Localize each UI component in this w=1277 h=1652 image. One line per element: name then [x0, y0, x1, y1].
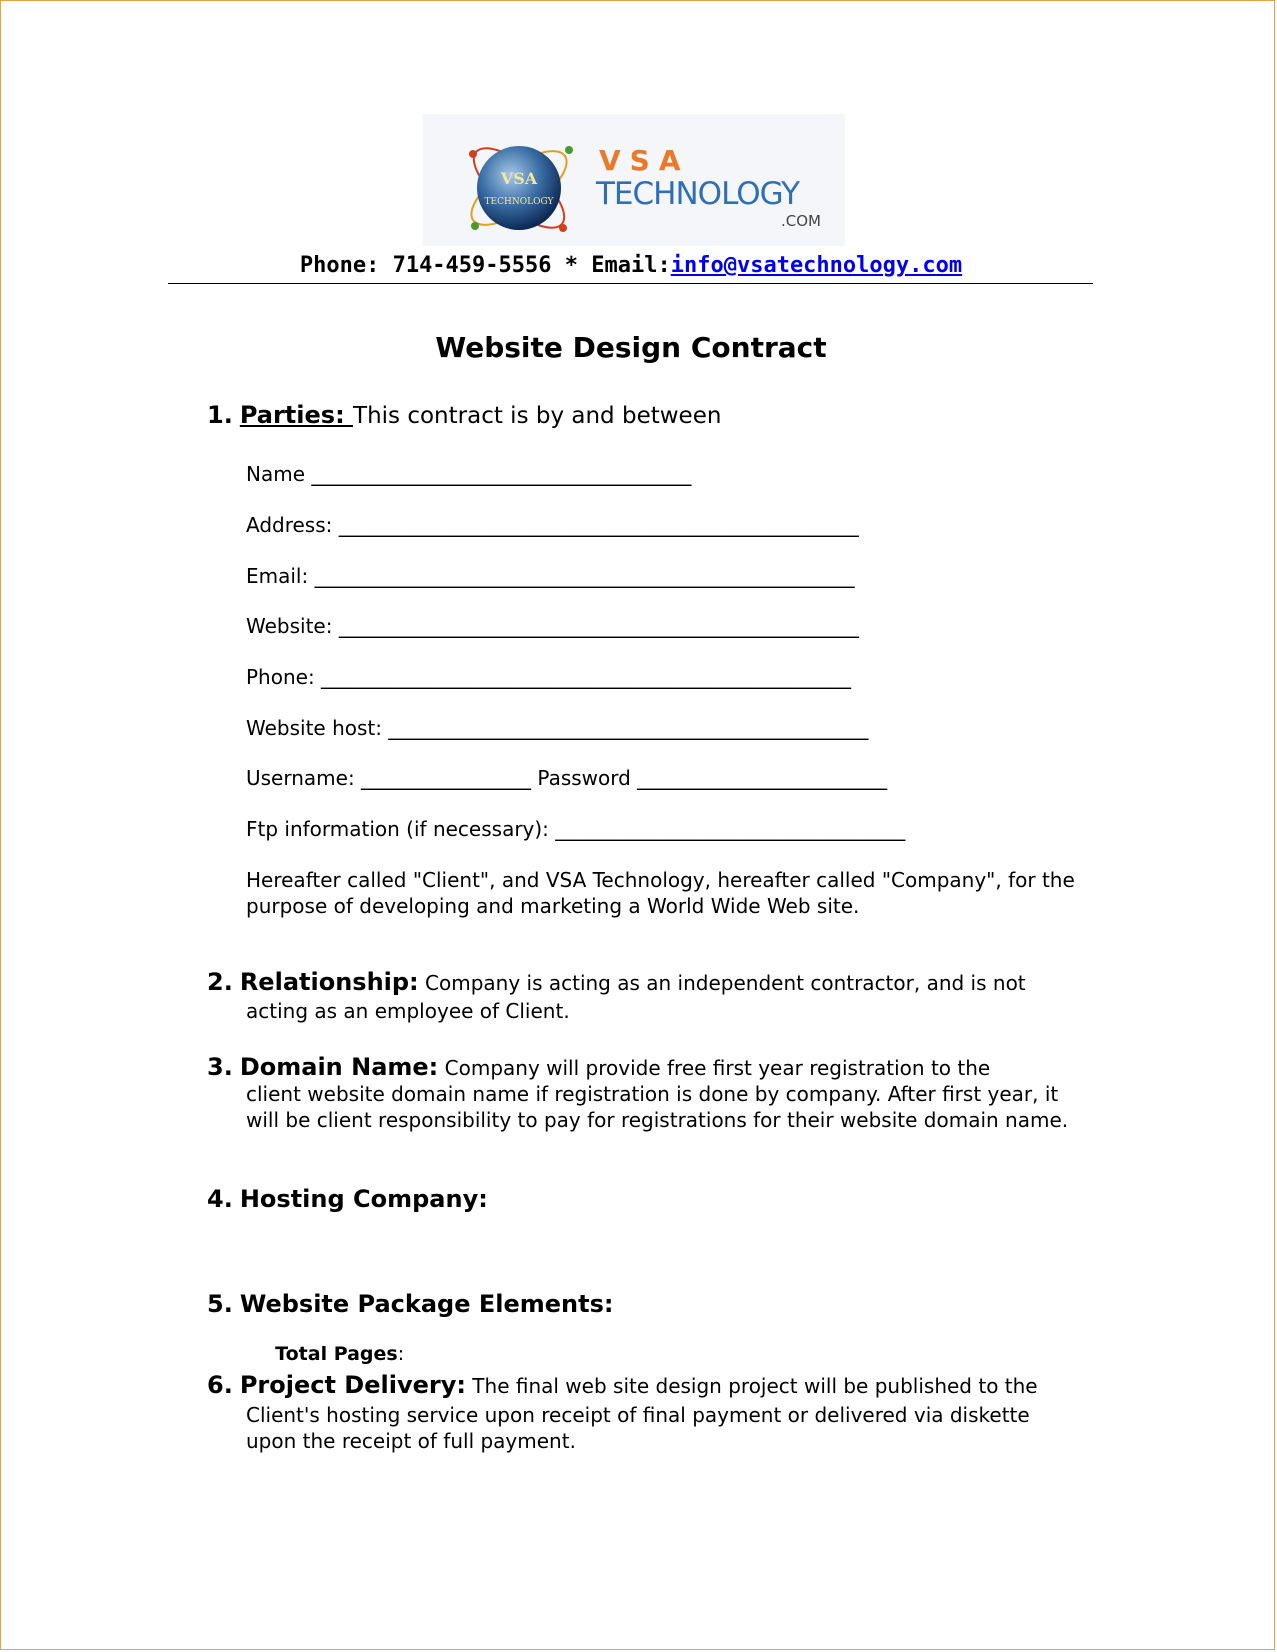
header-divider [168, 283, 1093, 284]
section-project-delivery [207, 1371, 1087, 1399]
total-pages-colon: : [397, 1343, 405, 1365]
section-relationship [207, 968, 1087, 996]
section-domain-name [207, 1053, 1087, 1081]
section-heading: Hosting Company: [239, 1185, 488, 1213]
section-heading: Website Package Elements: [239, 1290, 614, 1318]
logo-technology-text: TECHNOLOGY [596, 176, 800, 212]
section-text: This contract is by and between [353, 403, 722, 429]
section-number: 4. [207, 1185, 233, 1213]
section-heading: Relationship: [239, 968, 419, 996]
section-number: 5. [207, 1290, 233, 1318]
section-number: 1. [207, 401, 233, 429]
section-number: 3. [207, 1053, 233, 1081]
contact-email-link[interactable]: info@vsatechnology.com [670, 253, 963, 278]
section-hosting-company [207, 1185, 488, 1213]
section-heading: Parties: [239, 401, 354, 429]
contact-line [1, 253, 1261, 278]
section-parties [207, 401, 721, 429]
section-heading: Domain Name: [239, 1053, 439, 1081]
globe-logo-icon [459, 126, 579, 246]
field-address[interactable]: Address: ____________________________________________________ [246, 513, 859, 537]
field-website-host[interactable]: Website host: ________________________________________________ [246, 716, 869, 740]
field-ftp[interactable]: Ftp information (if necessary): ___________________________________ [246, 817, 906, 841]
company-logo [423, 114, 845, 246]
globe-text-technology: TECHNOLOGY [484, 197, 554, 207]
field-website[interactable]: Website: ____________________________________________________ [246, 614, 859, 638]
section-text: Company will provide free first year registration to the [438, 1056, 991, 1080]
section-text: The final web site design project will be published to the [465, 1374, 1038, 1398]
total-pages-text: Total Pages [275, 1343, 398, 1365]
section-project-delivery-cont: Client's hosting service upon receipt of final payment or delivered via diskette upon the receipt of full payment. [246, 1403, 1030, 1453]
field-name[interactable]: Name ______________________________________ [246, 462, 692, 486]
logo-vsa-text: VSA [599, 144, 690, 177]
section-package-elements [207, 1290, 613, 1318]
contact-phone: Phone: 714-459-5556 * Email: [299, 253, 671, 278]
section-number: 6. [207, 1371, 233, 1399]
field-username-password[interactable]: Username: _________________ Password _________________________ [246, 766, 888, 790]
section-relationship-cont: acting as an employee of Client. [246, 999, 570, 1023]
parties-paragraph: Hereafter called "Client", and VSA Technology, hereafter called "Company", for the purpose of developing and marketing a World Wide Web site. [246, 868, 1075, 918]
section-number: 2. [207, 968, 233, 996]
field-email[interactable]: Email: ______________________________________________________ [246, 564, 855, 588]
document-title: Website Design Contract [435, 331, 827, 364]
field-phone[interactable]: Phone: _____________________________________________________ [246, 665, 852, 689]
section-domain-name-cont: client website domain name if registration is done by company. After first year, it will be client responsibility to pay for registrations for their website domain name. [246, 1082, 1069, 1132]
section-heading: Project Delivery: [239, 1371, 466, 1399]
logo-com-text: .COM [781, 212, 821, 230]
section-text: Company is acting as an independent contractor, and is not [418, 971, 1026, 995]
globe-text-vsa: VSA [500, 169, 538, 188]
